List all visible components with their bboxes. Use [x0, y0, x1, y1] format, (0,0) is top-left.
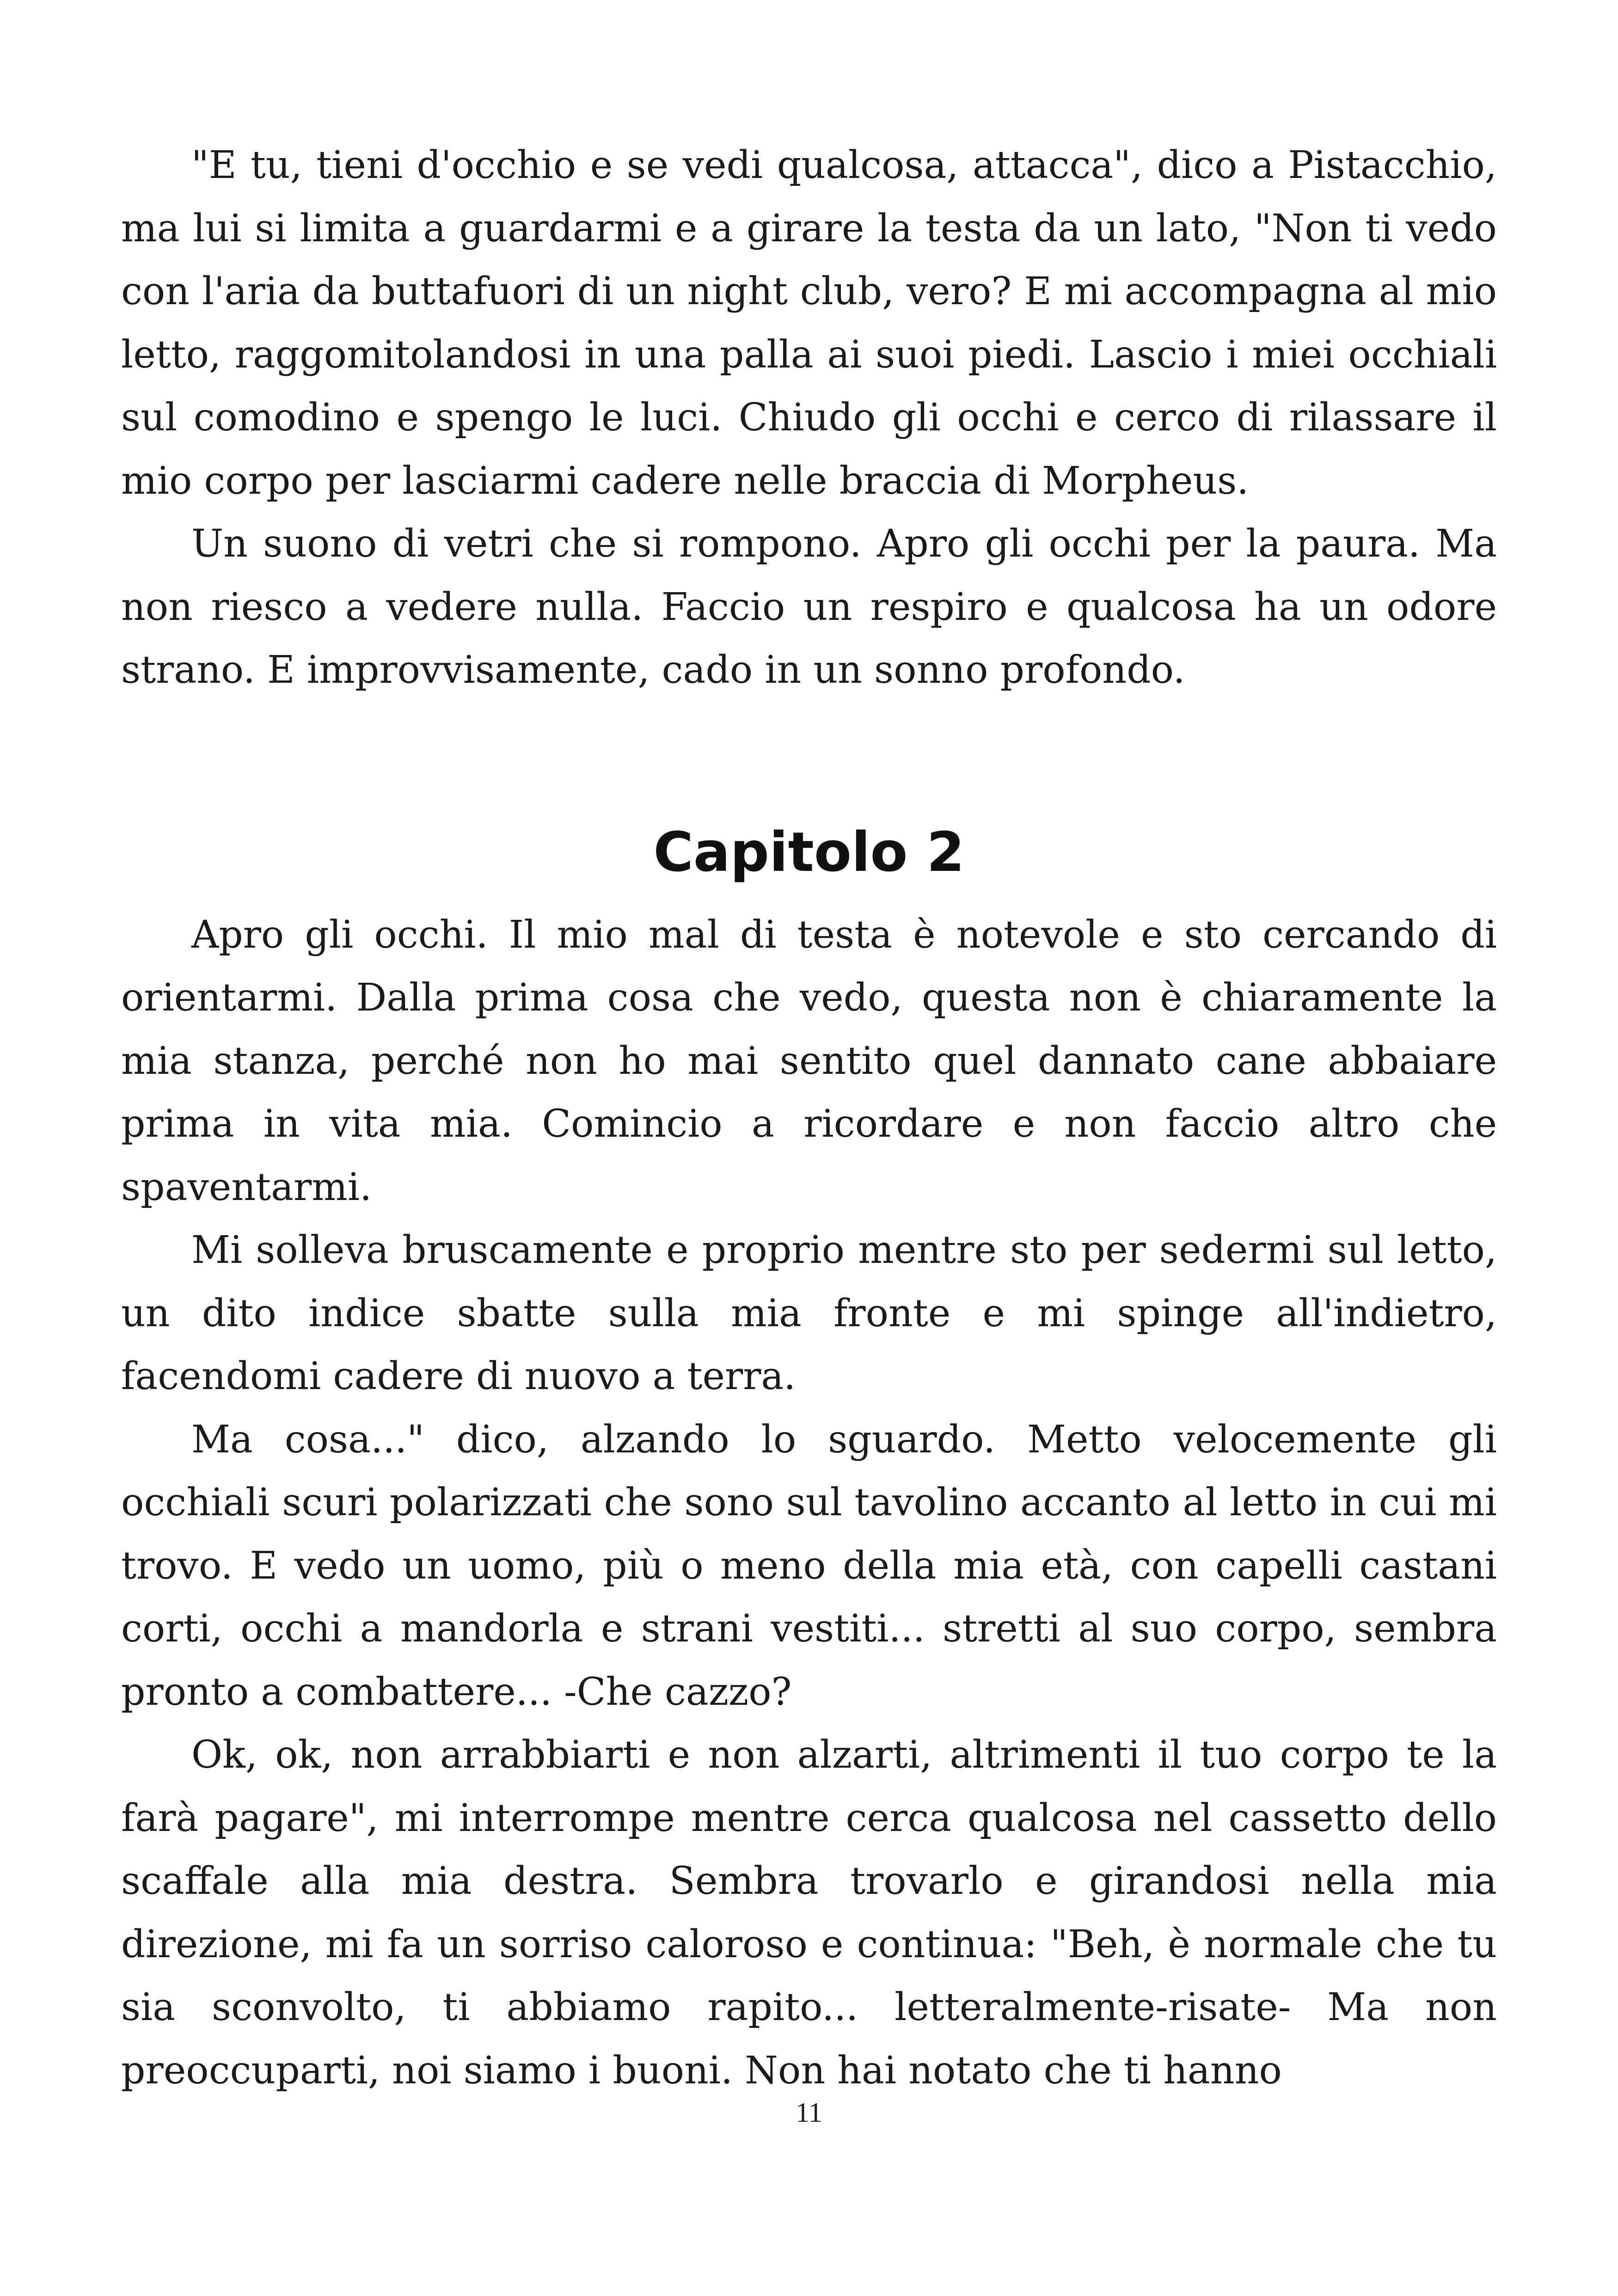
chapter-title: Capitolo 2	[653, 820, 965, 884]
paragraph: Un suono di vetri che si rompono. Apro gli occhi per la paura. Ma non riesco a vedere nulla. Faccio un respiro e qualcosa ha un odore strano. E improvvisamente, cado in un sonno profondo.	[121, 522, 1497, 692]
page-number: 11	[796, 2097, 822, 2128]
page-body	[121, 134, 1497, 2122]
paragraph: "E tu, tieni d'occhio e se vedi qualcosa, attacca", dico a Pistacchio, ma lui si limita a guardarmi e a girare la testa da un lato, "Non ti vedo con l'aria da buttafuori di un night club, vero? E mi accompagna al mio letto, raggomitolandosi in una palla ai suoi piedi. Lascio i miei occhiali sul comodino e spengo le luci. Chiudo gli occhi e cerco di rilassare il mio corpo per lasciarmi cadere nelle braccia di Morpheus.	[121, 143, 1497, 503]
paragraph: Apro gli occhi. Il mio mal di testa è notevole e sto cercando di orientarmi. Dalla prima cosa che vedo, questa non è chiaramente la mia stanza, perché non ho mai sentito quel dannato cane abbaiare prima in vita mia. Comincio a ricordare e non faccio altro che spaventarmi.	[121, 912, 1497, 1209]
paragraph: Mi solleva bruscamente e proprio mentre sto per sedermi sul letto, un dito indice sbatte sulla mia fronte e mi spinge all'indietro, facendomi cadere di nuovo a terra.	[121, 1228, 1497, 1398]
paragraph: Ma cosa..." dico, alzando lo sguardo. Metto velocemente gli occhiali scuri polarizzati che sono sul tavolino accanto al letto in cui mi trovo. E vedo un uomo, più o meno della mia età, con capelli castani corti, occhi a mandorla e strani vestiti... stretti al suo corpo, sembra pronto a combattere... -Che cazzo?	[121, 1417, 1497, 1714]
paragraph: Ok, ok, non arrabbiarti e non alzarti, altrimenti il tuo corpo te la farà pagare", mi interrompe mentre cerca qualcosa nel cassetto dello scaffale alla mia destra. Sembra trovarlo e girandosi nella mia direzione, mi fa un sorriso caloroso e continua: "Beh, è normale che tu sia sconvolto, ti abbiamo rapito... letteralmente-risate- Ma non preoccuparti, noi siamo i buoni. Non hai notato che ti hanno	[121, 1733, 1497, 2093]
